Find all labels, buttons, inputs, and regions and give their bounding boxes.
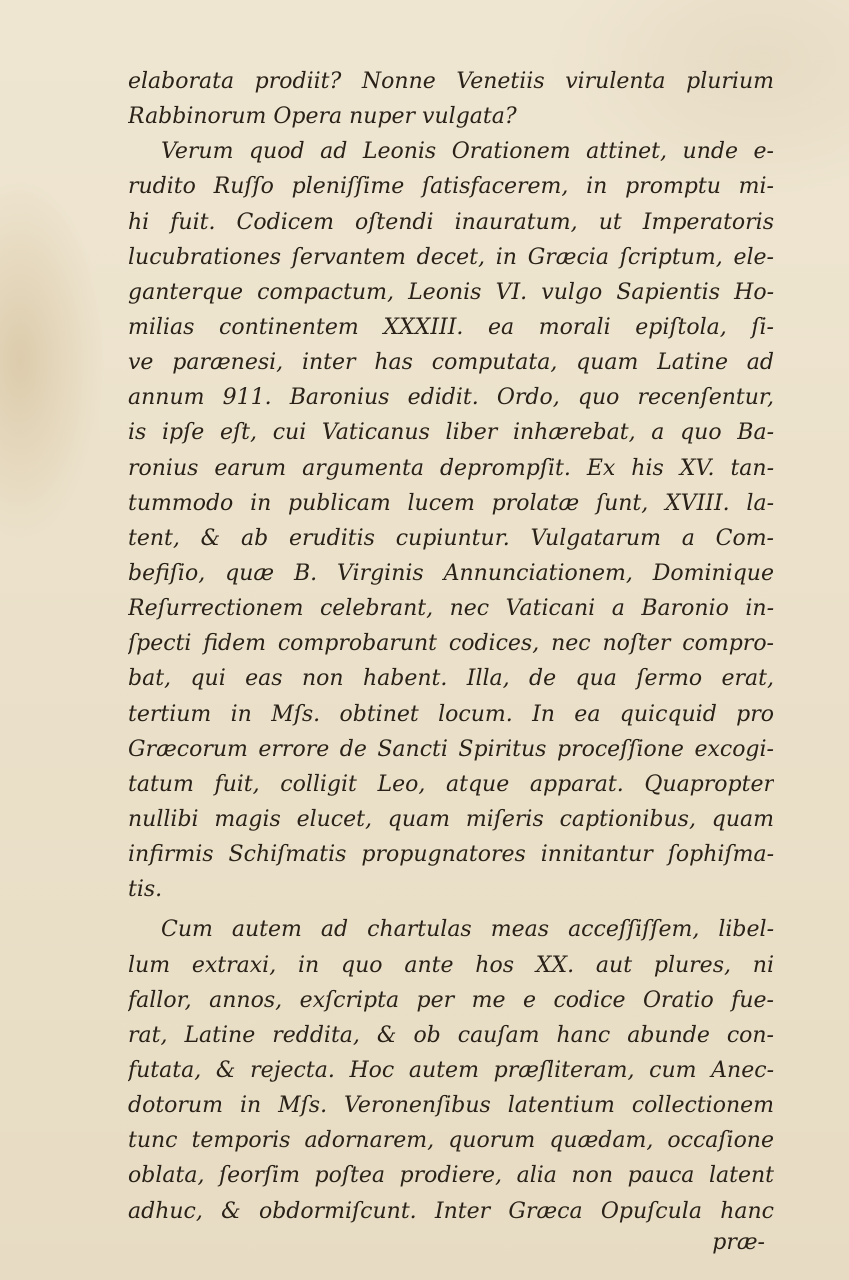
text-line: rudito Ruſſo pleniſſime ſatisfacerem, in promptu mi- bbox=[128, 174, 774, 200]
paragraph-start-line: Cum autem ad chartulas meas acceſſiſſem, libel- bbox=[161, 917, 774, 943]
text-line: oblata, ſeorſim poſtea prodiere, alia non pauca latent bbox=[128, 1163, 774, 1189]
text-line: ſpecti fidem comprobarunt codices, nec noſter compro- bbox=[128, 631, 774, 657]
text-line: tertium in Mſs. obtinet locum. In ea quicquid pro bbox=[128, 701, 774, 727]
text-line: ve parænesi, inter has computata, quam Latine ad bbox=[128, 350, 774, 376]
text-line: ronius earum argumenta deprompſit. Ex his XV. tan- bbox=[128, 455, 774, 481]
text-line: elaborata prodiit? Nonne Venetiis virulenta plurium bbox=[128, 69, 774, 94]
text-line: befiſio, quæ B. Virginis Annunciationem, Dominique bbox=[128, 560, 774, 586]
text-line: is ipſe eſt, cui Vaticanus liber inhærebat, a quo Ba- bbox=[128, 420, 774, 446]
text-line: tatum fuit, colligit Leo, atque apparat. Quapropter bbox=[128, 771, 774, 797]
text-line: tent, & ab eruditis cupiuntur. Vulgatarum a Com- bbox=[128, 525, 774, 551]
text-line: annum 911. Baronius edidit. Ordo, quo recenſentur, bbox=[128, 385, 774, 411]
text-line: infirmis Schiſmatis propugnatores innitantur ſophiſma- bbox=[128, 842, 774, 868]
text-line: ganterque compactum, Leonis VI. vulgo Sapientis Ho- bbox=[128, 279, 774, 305]
body-text bbox=[128, 64, 774, 1229]
text-line: lum extraxi, in quo ante hos XX. aut plures, ni bbox=[128, 952, 774, 978]
text-line: lucubrationes ſervantem decet, in Græcia ſcriptum, ele- bbox=[128, 244, 774, 270]
text-line: fallor, annos, exſcripta per me e codice Oratio fue- bbox=[128, 987, 774, 1013]
text-line: futata, & rejecta. Hoc autem præſliteram, cum Anec- bbox=[128, 1057, 774, 1083]
text-line: hi fuit. Codicem oſtendi inauratum, ut Imperatoris bbox=[128, 209, 774, 235]
text-line: tis. bbox=[128, 877, 163, 903]
paragraph-start-line: Verum quod ad Leonis Orationem attinet, unde e- bbox=[161, 139, 774, 165]
text-line: Reſurrectionem celebrant, nec Vaticani a Baronio in- bbox=[128, 596, 774, 622]
catchword: præ- bbox=[712, 1230, 765, 1255]
text-line: Græcorum errore de Sancti Spiritus proceſſione excogi- bbox=[128, 736, 774, 762]
text-line: adhuc, & obdormiſcunt. Inter Græca Opuſcula hanc bbox=[128, 1198, 774, 1224]
text-line: Rabbinorum Opera nuper vulgata? bbox=[128, 104, 517, 130]
text-line: tunc temporis adornarem, quorum quædam, occaſione bbox=[128, 1128, 774, 1154]
text-line: bat, qui eas non habent. Illa, de qua ſermo erat, bbox=[128, 666, 774, 692]
text-line: milias continentem XXXIII. ea morali epiſtola, ſi- bbox=[128, 314, 774, 340]
text-line: rat, Latine reddita, & ob cauſam hanc abunde con- bbox=[128, 1022, 774, 1048]
text-line: dotorum in Mſs. Veronenſibus latentium collectionem bbox=[128, 1093, 774, 1119]
text-line: tummodo in publicam lucem prolatæ ſunt, XVIII. la- bbox=[128, 490, 774, 516]
text-line: nullibi magis elucet, quam miſeris captionibus, quam bbox=[128, 806, 774, 832]
